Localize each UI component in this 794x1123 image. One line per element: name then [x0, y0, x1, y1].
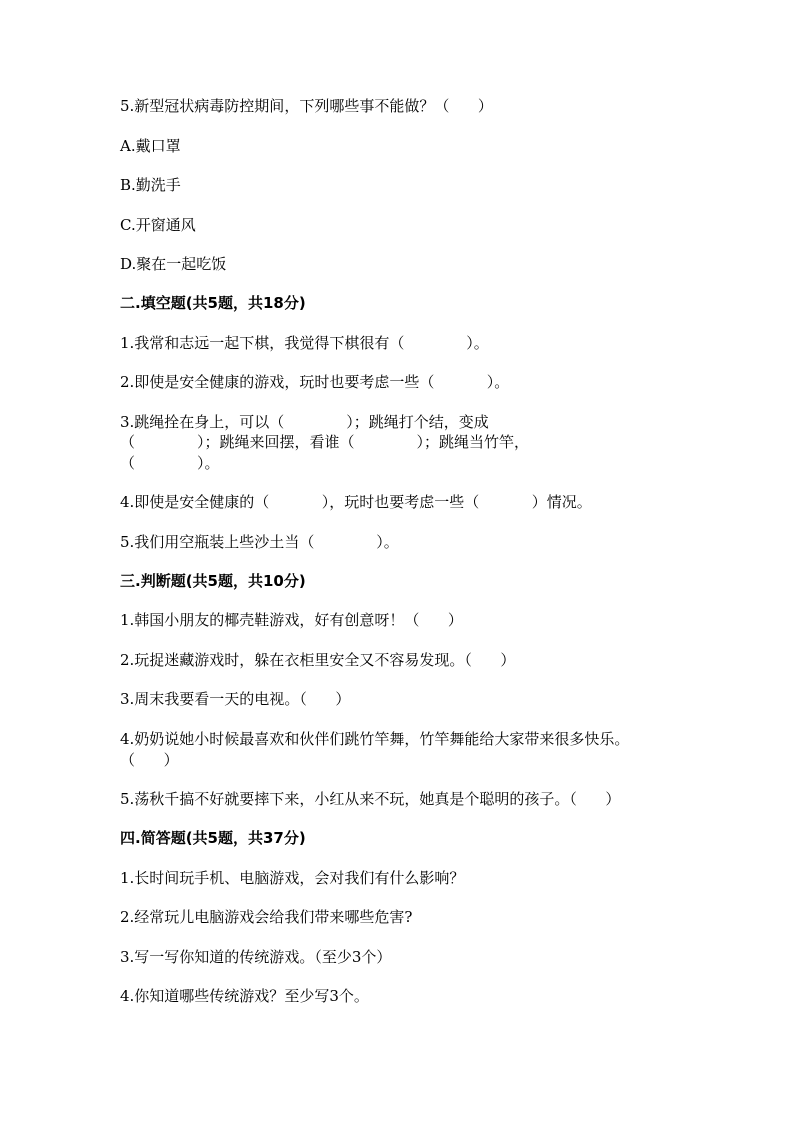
judge-question-5: 5.荡秋千搞不好就要摔下来，小红从来不玩，她真是个聪明的孩子。（ ）	[120, 790, 621, 808]
fill-question-3-line-1: 3.跳绳拴在身上，可以（ ）；跳绳打个结，变成	[120, 413, 489, 431]
short-question-1: 1.长时间玩手机、电脑游戏，会对我们有什么影响？	[120, 869, 465, 887]
choice-option-c: C.开窗通风	[120, 216, 196, 234]
choice-option-b: B.勤洗手	[120, 176, 181, 194]
section-heading-fill: 二.填空题(共5题，共18分)	[120, 294, 306, 312]
fill-question-2: 2.即使是安全健康的游戏，玩时也要考虑一些（ ）。	[120, 373, 510, 391]
judge-question-2: 2.玩捉迷藏游戏时，躲在衣柜里安全又不容易发现。（ ）	[120, 651, 516, 669]
short-question-2: 2.经常玩儿电脑游戏会给我们带来哪些危害?	[120, 908, 413, 926]
fill-question-1: 1.我常和志远一起下棋，我觉得下棋很有（ ）。	[120, 334, 489, 352]
section-heading-judge: 三.判断题(共5题，共10分)	[120, 572, 306, 590]
choice-question-5: 5.新型冠状病毒防控期间，下列哪些事不能做？（ ）	[120, 97, 493, 115]
short-question-3: 3.写一写你知道的传统游戏。（至少3个）	[120, 948, 392, 966]
fill-question-4: 4.即使是安全健康的（ ），玩时也要考虑一些（ ）情况。	[120, 493, 592, 511]
fill-question-3-line-2: （ ）；跳绳来回摆，看谁（ ）；跳绳当竹竿，	[120, 433, 529, 451]
choice-option-d: D.聚在一起吃饭	[120, 255, 227, 273]
judge-question-4-line-1: 4.奶奶说她小时候最喜欢和伙伴们跳竹竿舞，竹竿舞能给大家带来很多快乐。	[120, 730, 630, 748]
judge-question-1: 1.韩国小朋友的椰壳鞋游戏，好有创意呀！（ ）	[120, 611, 463, 629]
choice-option-a: A.戴口罩	[120, 137, 181, 155]
section-heading-short: 四.简答题(共5题，共37分)	[120, 829, 306, 847]
fill-question-3-line-3: （ ）。	[120, 454, 220, 472]
fill-question-5: 5.我们用空瓶装上些沙土当（ ）。	[120, 533, 399, 551]
judge-question-3: 3.周末我要看一天的电视。（ ）	[120, 690, 351, 708]
judge-question-4-line-2: （ ）	[120, 751, 179, 769]
short-question-4: 4.你知道哪些传统游戏？至少写3个。	[120, 987, 369, 1005]
